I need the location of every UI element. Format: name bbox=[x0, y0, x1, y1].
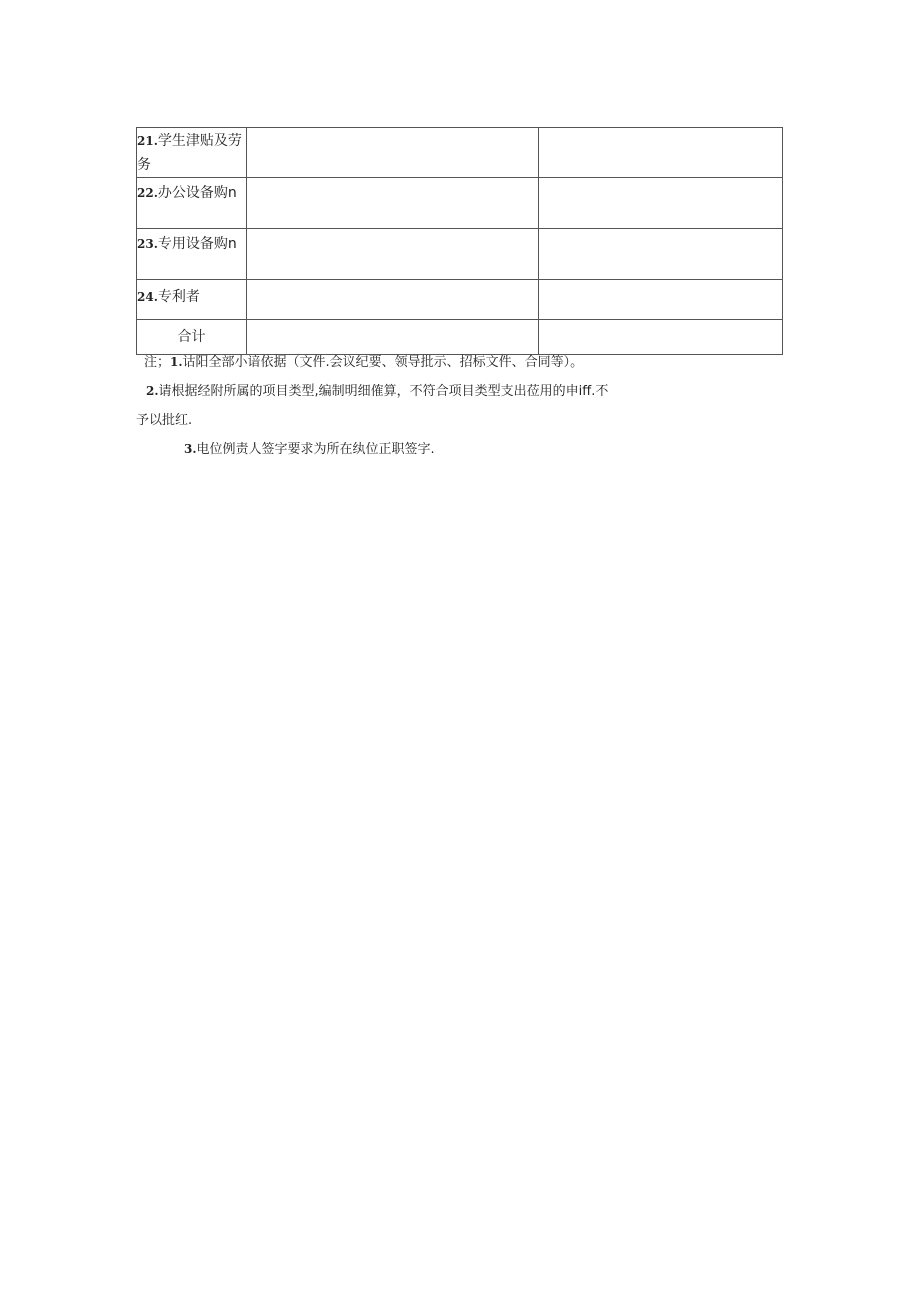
row-label-cell bbox=[137, 128, 247, 178]
remark-cell[interactable] bbox=[539, 229, 783, 280]
note-text: 诂阳全部小谙依据（文件.会议纪要、领导批示、招标文件、合同等）。 bbox=[182, 355, 584, 370]
amount-cell[interactable] bbox=[247, 128, 539, 178]
row-number: 23. bbox=[137, 237, 158, 251]
row-number: 22. bbox=[137, 186, 158, 200]
table-row bbox=[137, 128, 783, 178]
row-label-cell bbox=[137, 178, 247, 229]
remark-cell[interactable] bbox=[539, 280, 783, 320]
note-number: 3. bbox=[184, 442, 197, 456]
row-label: 学生津贴及劳务 bbox=[137, 133, 242, 173]
remark-cell[interactable] bbox=[539, 128, 783, 178]
row-label-cell bbox=[137, 229, 247, 280]
row-label: 专用设备购n bbox=[157, 236, 237, 252]
table-row bbox=[137, 280, 783, 320]
table-row bbox=[137, 229, 783, 280]
note-text: 电位例责人签字要求为所在纨位正职签字. bbox=[196, 442, 435, 457]
note-line-2 bbox=[136, 377, 696, 406]
note-prefix: 注； bbox=[144, 355, 171, 370]
note-text: 请根据经附所属的项目类型,编制明细傕算，不符合项目类型支出莅用的申iff.不 bbox=[158, 384, 609, 399]
table-row bbox=[137, 178, 783, 229]
note-number: 1. bbox=[170, 355, 183, 369]
note-line-2-continued: 予以批红. bbox=[136, 413, 193, 428]
row-label: 办公设备购n bbox=[157, 185, 237, 201]
row-label-cell bbox=[137, 280, 247, 320]
notes-section bbox=[136, 348, 696, 464]
row-label: 专利者 bbox=[157, 289, 200, 305]
amount-cell[interactable] bbox=[247, 178, 539, 229]
total-label: 合计 bbox=[137, 320, 247, 355]
row-number: 24. bbox=[137, 290, 158, 304]
remark-cell[interactable] bbox=[539, 178, 783, 229]
expense-budget-table bbox=[136, 127, 783, 355]
note-line-3 bbox=[136, 435, 696, 464]
row-number: 21. bbox=[137, 134, 158, 148]
note-number: 2. bbox=[146, 384, 159, 398]
note-line-1 bbox=[136, 348, 696, 377]
amount-cell[interactable] bbox=[247, 229, 539, 280]
amount-cell[interactable] bbox=[247, 280, 539, 320]
